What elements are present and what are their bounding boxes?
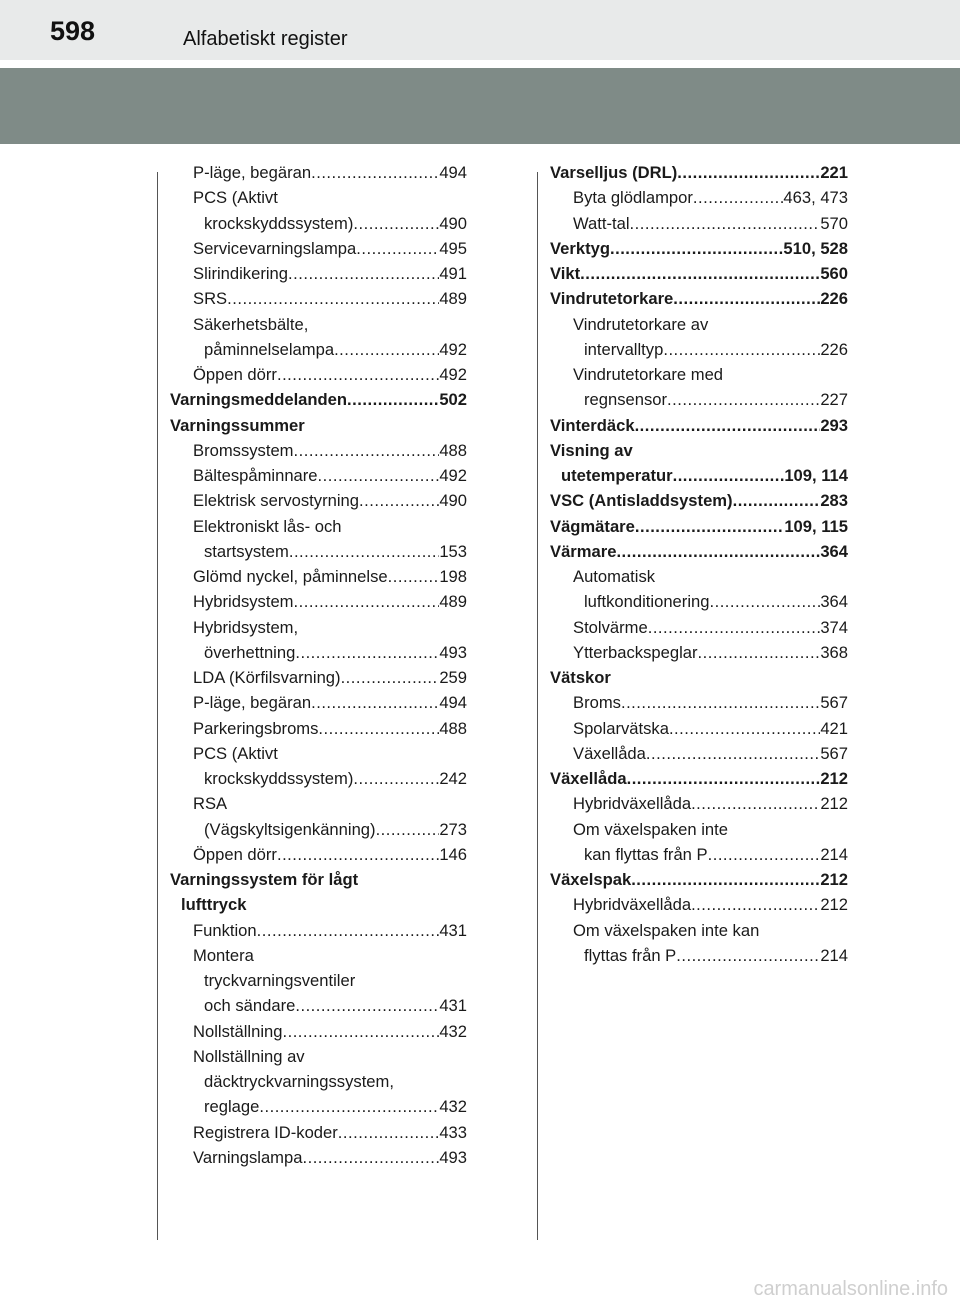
entry-page: 198 [439, 567, 467, 586]
page-number: 598 [50, 16, 96, 46]
index-entry [170, 1069, 467, 1094]
header-band [0, 68, 960, 144]
dot-leader [353, 211, 439, 236]
entry-text: PCS (Aktivt [193, 743, 278, 763]
index-entry [550, 312, 848, 337]
index-entry [170, 842, 467, 867]
entry-page: 364 [820, 592, 848, 612]
entry-text: Verktyg [550, 238, 610, 258]
index-entry [170, 766, 467, 791]
entry-page: 153 [439, 541, 467, 561]
index-entry [170, 943, 467, 968]
entry-text: regnsensor [584, 390, 668, 410]
index-entry [170, 741, 467, 766]
dot-leader [257, 918, 440, 943]
dot-leader [334, 337, 439, 362]
entry-page: 109, 115 [784, 516, 848, 536]
entry-text: Värmare [550, 541, 617, 561]
index-entry [170, 514, 467, 539]
index-entry [170, 236, 467, 261]
entry-page: 109, 114 [784, 466, 848, 485]
dot-leader [356, 236, 439, 261]
dot-leader [294, 438, 440, 463]
dot-leader [288, 261, 439, 286]
entry-text: P-läge, begäran [193, 163, 312, 182]
index-entry [170, 564, 467, 589]
index-entry [170, 690, 467, 715]
dot-leader [359, 488, 439, 513]
entry-text: Vikt [550, 264, 581, 283]
entry-page: 273 [439, 819, 467, 839]
entry-page: 495 [439, 238, 467, 258]
entry-text: Hybridväxellåda [573, 794, 692, 814]
entry-page: 489 [439, 592, 467, 612]
dot-leader [698, 640, 821, 665]
dot-leader [295, 640, 439, 665]
entry-page: 570 [820, 213, 848, 233]
entry-page: 494 [439, 163, 467, 182]
index-entry [550, 615, 848, 640]
entry-text: Slirindikering [193, 264, 288, 283]
entry-page: 226 [820, 339, 848, 359]
dot-leader [294, 589, 440, 614]
entry-text: Öppen dörr [193, 844, 277, 864]
dot-leader [227, 286, 439, 311]
dot-leader [616, 539, 820, 564]
entry-text: påminnelselampa [204, 339, 335, 359]
index-entry [170, 1094, 467, 1119]
entry-page: 493 [439, 642, 467, 662]
index-entry [550, 791, 848, 816]
entry-page: 146 [439, 844, 467, 864]
entry-text: Vinterdäck [550, 415, 635, 435]
entry-text: SRS [193, 289, 228, 309]
index-entry [550, 362, 848, 387]
entry-page: 293 [820, 415, 848, 435]
entry-page: 212 [820, 870, 848, 889]
entry-text: Bältespåminnare [193, 466, 318, 485]
dot-leader [318, 463, 440, 488]
dot-leader [631, 867, 820, 892]
entry-page: 242 [439, 769, 467, 788]
index-entry [170, 1145, 467, 1170]
entry-page: 364 [820, 541, 848, 561]
entry-page: 560 [820, 264, 848, 283]
dot-leader [708, 842, 821, 867]
index-entry [550, 387, 848, 412]
entry-page: 421 [820, 718, 848, 738]
entry-text: lufttryck [181, 895, 247, 915]
index-entry [170, 463, 467, 488]
entry-page: 492 [439, 365, 467, 384]
index-entry [550, 589, 848, 614]
entry-page: 494 [439, 693, 467, 713]
index-entry [170, 665, 467, 690]
entry-text: Säkerhetsbälte, [193, 314, 309, 334]
index-entry [550, 211, 848, 236]
entry-page: 490 [439, 491, 467, 511]
page-title: Alfabetiskt register [183, 28, 348, 50]
entry-page: 226 [820, 289, 848, 309]
entry-page: 510, 528 [783, 238, 848, 258]
index-entry [550, 867, 848, 892]
index-entry [170, 185, 467, 210]
index-entry [170, 387, 467, 412]
dot-leader [610, 236, 783, 261]
index-entry [170, 1044, 467, 1069]
dot-leader [353, 766, 439, 791]
entry-page: 489 [439, 289, 467, 309]
entry-text: Vindrutetorkare [550, 289, 674, 309]
entry-text: Varningslampa [193, 1147, 303, 1167]
entry-page: 214 [820, 844, 848, 864]
entry-text: däcktryckvarningssystem, [204, 1072, 394, 1091]
dot-leader [673, 463, 785, 488]
entry-text: Elektrisk servostyrning [193, 491, 359, 511]
entry-page: 463, 473 [783, 188, 848, 208]
entry-text: krockskyddssystem) [204, 769, 354, 788]
dot-leader [289, 539, 439, 564]
index-entry [170, 817, 467, 842]
entry-text: startsystem [204, 541, 289, 561]
index-entry [170, 211, 467, 236]
index-entry [170, 589, 467, 614]
dot-leader [580, 261, 820, 286]
entry-page: 227 [820, 390, 848, 410]
entry-page: 491 [439, 264, 467, 283]
index-entry [550, 160, 848, 185]
entry-text: tryckvarningsventiler [204, 971, 356, 990]
entry-text: Växellåda [550, 769, 627, 788]
entry-text: P-läge, begäran [193, 693, 312, 713]
dot-leader [635, 514, 784, 539]
index-column-right [550, 160, 848, 968]
entry-text: RSA [193, 794, 228, 814]
index-entry [550, 539, 848, 564]
entry-text: flyttas från P [584, 945, 677, 965]
left-rule [157, 172, 158, 1240]
entry-text: Registrera ID-koder [193, 1122, 338, 1142]
entry-text: Varningssystem för lågt [170, 870, 359, 889]
index-entry [170, 286, 467, 311]
entry-page: 492 [439, 339, 467, 359]
entry-page: 488 [439, 718, 467, 738]
index-entry [550, 892, 848, 917]
index-entry [550, 918, 848, 943]
entry-page: 432 [439, 1097, 467, 1117]
entry-text: kan flyttas från P [584, 844, 708, 864]
index-entry [170, 1120, 467, 1145]
entry-text: och sändare [204, 996, 296, 1016]
dot-leader [347, 387, 439, 412]
index-entry [170, 1019, 467, 1044]
entry-text: Vindrutetorkare med [573, 365, 724, 384]
entry-text: (Vägskyltsigenkänning) [204, 819, 376, 839]
entry-text: luftkonditionering [584, 592, 710, 612]
dot-leader [691, 892, 820, 917]
index-entry [550, 337, 848, 362]
entry-text: Stolvärme [573, 617, 648, 637]
entry-text: krockskyddssystem) [204, 213, 354, 233]
index-entry [550, 463, 848, 488]
dot-leader [627, 766, 821, 791]
index-entry [170, 362, 467, 387]
entry-page: 567 [820, 743, 848, 763]
dot-leader [341, 665, 440, 690]
entry-text: VSC (Antisladdsystem) [550, 491, 733, 511]
entry-text: Hybridsystem [193, 592, 294, 612]
index-entry [170, 413, 467, 438]
entry-page: 259 [439, 668, 467, 687]
dot-leader [663, 337, 820, 362]
entry-page: 431 [439, 920, 467, 940]
entry-text: intervalltyp [584, 339, 664, 359]
index-entry [550, 488, 848, 513]
entry-text: Om växelspaken inte kan [573, 920, 760, 940]
index-entry [550, 665, 848, 690]
page-header [0, 0, 960, 60]
entry-page: 212 [820, 895, 848, 915]
dot-leader [733, 488, 821, 513]
dot-leader [277, 362, 439, 387]
index-entry [550, 514, 848, 539]
entry-text: Funktion [193, 920, 257, 940]
entry-page: 212 [820, 769, 848, 788]
entry-text: Glömd nyckel, påminnelse [193, 567, 388, 586]
dot-leader [295, 993, 439, 1018]
dot-leader [338, 1120, 440, 1145]
index-entry [550, 690, 848, 715]
index-entry [170, 918, 467, 943]
entry-text: LDA (Körfilsvarning) [193, 668, 341, 687]
entry-text: Broms [573, 693, 621, 713]
entry-page: 221 [820, 163, 848, 182]
index-entry [170, 892, 467, 917]
entry-text: Vätskor [550, 668, 611, 687]
index-entry [550, 640, 848, 665]
entry-text: Hybridväxellåda [573, 895, 692, 915]
entry-text: Varningssummer [170, 415, 305, 435]
dot-leader [621, 690, 820, 715]
entry-text: Hybridsystem, [193, 617, 299, 637]
entry-page: 212 [820, 794, 848, 814]
center-rule [537, 172, 538, 1240]
entry-page: 492 [439, 466, 467, 485]
index-entry [170, 867, 467, 892]
dot-leader [669, 716, 820, 741]
dot-leader [691, 791, 820, 816]
entry-text: Visning av [550, 440, 633, 460]
entry-text: utetemperatur [561, 466, 673, 485]
entry-text: Montera [193, 945, 254, 965]
index-entry [550, 766, 848, 791]
index-entry [550, 261, 848, 286]
dot-leader [677, 160, 820, 185]
dot-leader [693, 185, 783, 210]
entry-text: Ytterbackspeglar [573, 642, 698, 662]
entry-text: Automatisk [573, 567, 656, 586]
entry-page: 374 [820, 617, 848, 637]
dot-leader [667, 387, 820, 412]
dot-leader [673, 286, 820, 311]
index-entry [170, 488, 467, 513]
index-entry [170, 640, 467, 665]
dot-leader [302, 1145, 439, 1170]
entry-text: Servicevarningslampa [193, 238, 357, 258]
watermark: carmanualsonline.info [753, 1278, 948, 1300]
entry-page: 368 [820, 642, 848, 662]
entry-text: Byta glödlampor [573, 188, 693, 208]
entry-page: 488 [439, 440, 467, 460]
entry-text: Nollställning [193, 1021, 283, 1041]
entry-page: 502 [439, 390, 467, 410]
index-entry [550, 842, 848, 867]
index-entry [550, 817, 848, 842]
dot-leader [648, 615, 821, 640]
index-entry [550, 943, 848, 968]
entry-text: Växelspak [550, 870, 632, 889]
entry-page: 567 [820, 693, 848, 713]
entry-text: Varselljus (DRL) [550, 163, 678, 182]
entry-page: 493 [439, 1147, 467, 1167]
dot-leader [259, 1094, 439, 1119]
dot-leader [646, 741, 820, 766]
entry-text: Öppen dörr [193, 365, 277, 384]
index-entry [170, 993, 467, 1018]
dot-leader [311, 160, 439, 185]
dot-leader [376, 817, 440, 842]
dot-leader [630, 211, 821, 236]
entry-page: 433 [439, 1122, 467, 1142]
entry-page: 283 [820, 491, 848, 511]
entry-text: Spolarvätska [573, 718, 669, 738]
dot-leader [277, 842, 439, 867]
index-entry [170, 716, 467, 741]
index-entry [170, 337, 467, 362]
index-entry [170, 312, 467, 337]
index-entry [170, 791, 467, 816]
entry-page: 490 [439, 213, 467, 233]
entry-page: 431 [439, 996, 467, 1016]
entry-text: Växellåda [573, 743, 646, 763]
index-entry [550, 716, 848, 741]
dot-leader [311, 690, 439, 715]
entry-text: PCS (Aktivt [193, 188, 278, 208]
entry-text: Bromssystem [193, 440, 294, 460]
index-entry [550, 564, 848, 589]
index-entry [170, 438, 467, 463]
index-column-left [170, 160, 467, 1170]
entry-text: överhettning [204, 642, 296, 662]
index-entry [550, 286, 848, 311]
dot-leader [388, 564, 440, 589]
index-entry [550, 185, 848, 210]
dot-leader [676, 943, 820, 968]
index-entry [170, 261, 467, 286]
dot-leader [635, 413, 821, 438]
index-entry [170, 160, 467, 185]
entry-text: Nollställning av [193, 1046, 305, 1066]
entry-text: Varningsmeddelanden [170, 390, 348, 410]
entry-text: Om växelspaken inte [573, 819, 728, 839]
dot-leader [282, 1019, 439, 1044]
entry-text: Elektroniskt lås- och [193, 516, 342, 536]
entry-text: Watt-tal [573, 213, 630, 233]
index-entry [550, 413, 848, 438]
entry-page: 432 [439, 1021, 467, 1041]
index-entry [550, 438, 848, 463]
dot-leader [318, 716, 439, 741]
index-entry [170, 615, 467, 640]
entry-text: Vägmätare [550, 516, 635, 536]
index-entry [550, 236, 848, 261]
entry-page: 214 [820, 945, 848, 965]
index-entry [170, 539, 467, 564]
index-entry [170, 968, 467, 993]
entry-text: reglage [204, 1097, 260, 1117]
dot-leader [709, 589, 820, 614]
entry-text: Parkeringsbroms [193, 718, 319, 738]
entry-text: Vindrutetorkare av [573, 314, 709, 334]
index-entry [550, 741, 848, 766]
